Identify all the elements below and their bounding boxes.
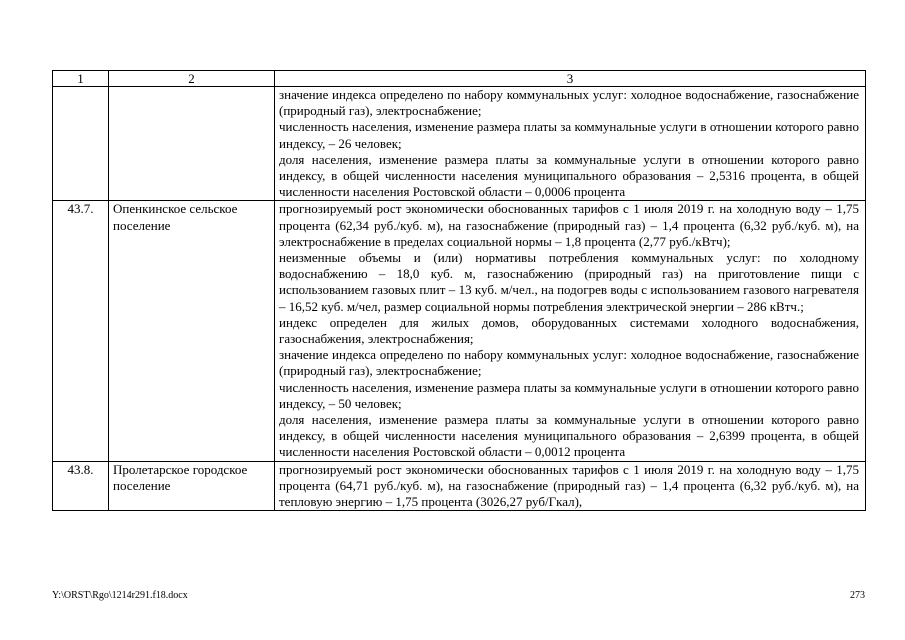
row-description	[275, 201, 866, 461]
description-paragraph: доля населения, изменение размера платы за коммунальные услуги в отношении которого равно индексу, в общей численности населения муниципального образования – 2,6399 процента, в общей численности населения Ростовской области – 0,0012 процента	[279, 412, 859, 460]
footer-page-number: 273	[850, 590, 865, 601]
description-paragraph: значение индекса определено по набору коммунальных услуг: холодное водоснабжение, газоснабжение (природный газ), электроснабжение;	[279, 347, 859, 379]
header-col-1: 1	[53, 71, 109, 87]
settlement-name: Пролетарское городское поселение	[109, 461, 275, 511]
description-paragraph: доля населения, изменение размера платы за коммунальные услуги в отношении которого равно индексу, в общей численности населения муниципального образования – 2,5316 процента, в общей численности населения Ростовской области – 0,0006 процента	[279, 151, 859, 200]
description-paragraph: численность населения, изменение размера платы за коммунальные услуги в отношении которого равно индексу, – 50 человек;	[279, 379, 859, 411]
description-paragraph: индекс определен для жилых домов, оборудованных системами холодного водоснабжения, газоснабжения, электроснабжения;	[279, 314, 859, 347]
table-header-row	[53, 71, 866, 87]
row-description	[275, 87, 866, 201]
description-paragraph: прогнозируемый рост экономически обоснованных тарифов с 1 июля 2019 г. на холодную воду – 1,75 процента (62,34 руб./куб. м), на газоснабжение (природный газ) – 1,4 процента (6,32 руб./куб. м), на электроснабжение в пределах социальной нормы – 1,8 процента (2,77 руб./кВтч);	[279, 201, 859, 249]
description-paragraph: значение индекса определено по набору коммунальных услуг: холодное водоснабжение, газоснабжение (природный газ), электроснабжение;	[279, 87, 859, 119]
header-col-3: 3	[275, 71, 866, 87]
description-paragraph: неизменные объемы и (или) нормативы потребления коммунальных услуг: по холодному водоснабжению – 18,0 куб. м, газоснабжению (природный газ) на приготовление пищи с использованием газовых плит – 13 куб. м/чел., на подогрев воды с использованием газового нагревателя – 16,52 куб. м/чел, размер социальной нормы потребления электрической энергии – 286 кВтч.;	[279, 250, 859, 314]
table-row	[53, 201, 866, 461]
table-row	[53, 87, 866, 201]
row-number: 43.7.	[53, 201, 109, 461]
tariff-table	[52, 70, 866, 511]
table-row	[53, 461, 866, 511]
settlement-name	[109, 87, 275, 201]
footer-file-path: Y:\ORST\Rgo\1214r291.f18.docx	[52, 590, 188, 601]
row-number	[53, 87, 109, 201]
description-paragraph: численность населения, изменение размера платы за коммунальные услуги в отношении которого равно индексу, – 26 человек;	[279, 119, 859, 151]
settlement-name: Опенкинское сельское поселение	[109, 201, 275, 461]
row-description	[275, 461, 866, 511]
header-col-2: 2	[109, 71, 275, 87]
row-number: 43.8.	[53, 461, 109, 511]
description-paragraph: прогнозируемый рост экономически обоснованных тарифов с 1 июля 2019 г. на холодную воду – 1,75 процента (64,71 руб./куб. м), на газоснабжение (природный газ) – 1,4 процента (6,32 руб./куб. м), на тепловую энергию – 1,75 процента (3026,27 руб/Гкал),	[279, 461, 859, 510]
